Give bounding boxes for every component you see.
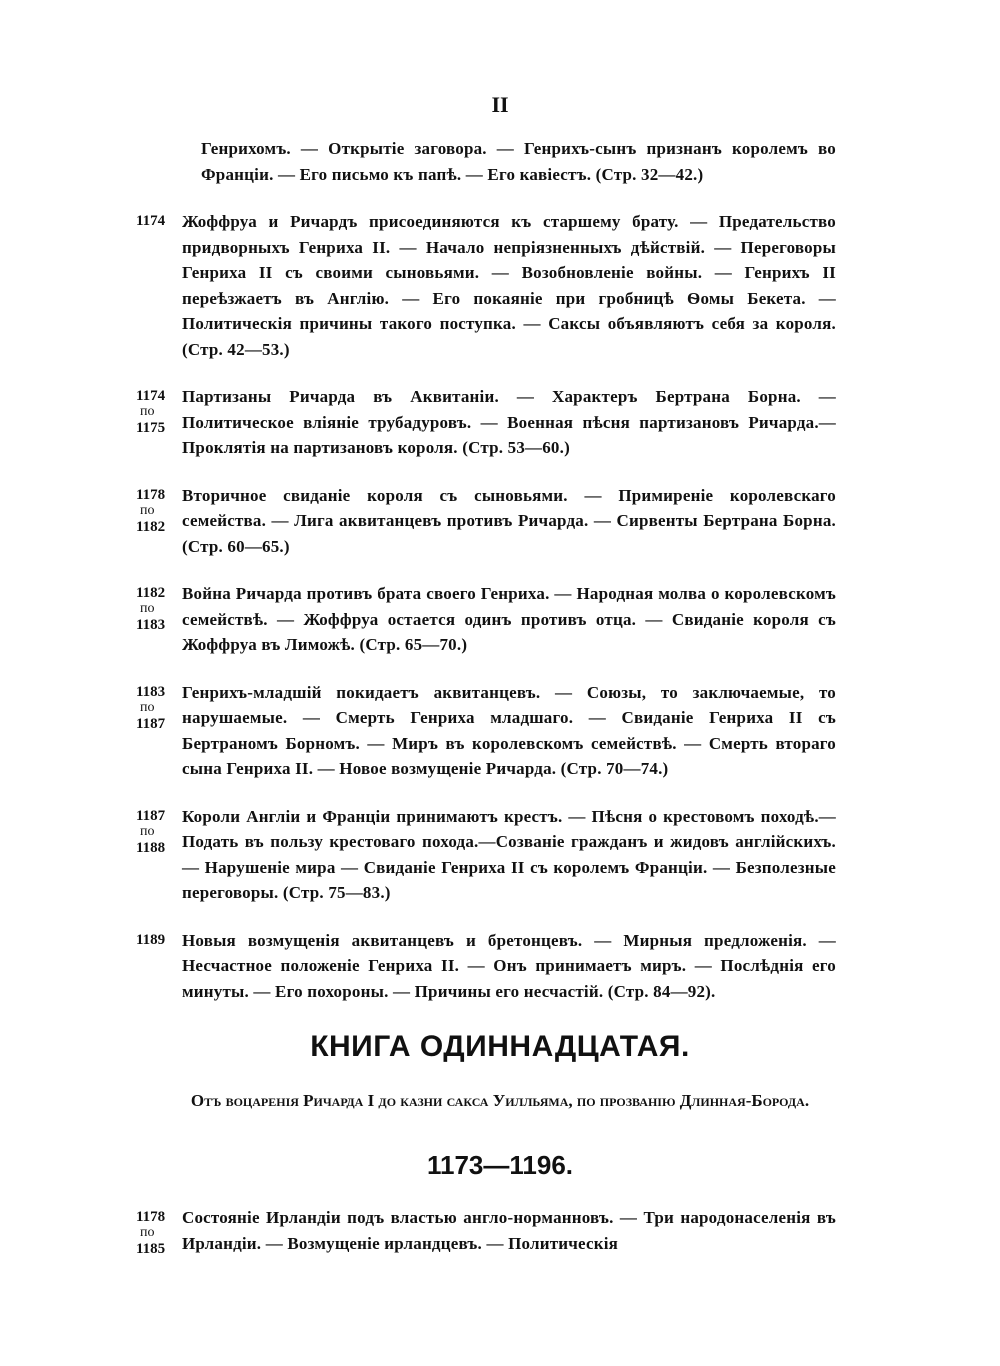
entry-years xyxy=(136,680,182,782)
year-end: 1182 xyxy=(136,518,166,535)
year-start: 1189 xyxy=(136,931,166,948)
contents-list xyxy=(136,1205,836,1279)
entry-years xyxy=(136,483,182,560)
entry-years xyxy=(136,804,182,906)
year-end: 1188 xyxy=(136,839,166,856)
entry-text: Состояніе Ирландіи подъ властью англо-норманновъ. — Три народонаселенія въ Ирландіи. — Возмущеніе ирландцевъ. — Политическія xyxy=(182,1208,836,1253)
entry-text: Вторичное свиданіе короля съ сыновьями. — Примиреніе королевскаго семейства. — Лига аквитанцевъ противъ Ричарда. — Сирвенты Бертрана Борна. (Стр. 60—65.) xyxy=(182,485,836,556)
year-start: 1182 xyxy=(136,585,166,601)
year-end: 1187 xyxy=(136,715,166,732)
entry-years xyxy=(136,928,182,1005)
entry-years xyxy=(136,1205,182,1257)
entry-text: Война Ричарда противъ брата своего Генриха. — Народная молва о королевскомъ семействѣ. — Жоффруа остается одинъ противъ отца. — Свиданіе короля съ Жоффруа въ Лиможѣ. (Стр. 65—70.) xyxy=(182,584,836,654)
entry-years xyxy=(136,581,182,658)
page-number: II xyxy=(491,92,509,117)
year-separator: по xyxy=(140,699,155,715)
entry-text: Жоффруа и Ричардъ присоединяются къ старшему брату. — Предательство придворныхъ Генриха II. — Начало непріязненныхъ дѣйствій. — Переговоры Генриха II съ своими сыновьями. — Возобновленіе войны. — Генрихъ II переѣзжаетъ въ Англію. — Его покаяніе при гробницѣ Ѳомы Бекета. — Политическія причины такого поступка. — Саксы объявляютъ себя за короля. (Стр. 42—53.) xyxy=(182,212,836,359)
contents-entry xyxy=(136,483,836,560)
contents-entry xyxy=(136,680,836,782)
year-end: 1185 xyxy=(136,1241,166,1257)
entry-text: Новыя возмущенія аквитанцевъ и бретонцевъ. — Мирныя предложенія. — Несчастное положеніе Генриха II. — Онъ принимаетъ миръ. — Послѣднія его минуты. — Его похороны. — Причины его несчастій. (Стр. 84—92). xyxy=(182,930,836,1001)
contents-entry xyxy=(136,1205,836,1257)
year-end: 1175 xyxy=(136,420,166,436)
entry-years xyxy=(136,384,182,461)
year-separator: по xyxy=(140,404,155,419)
year-start: 1174 xyxy=(136,388,166,404)
contents-entry xyxy=(136,384,836,461)
contents-list xyxy=(136,136,836,1026)
year-start: 1187 xyxy=(136,807,166,824)
year-start: 1178 xyxy=(136,1209,166,1225)
year-separator: по xyxy=(140,601,155,616)
entry-text: Короли Англіи и Франціи принимаютъ крестъ. — Пѣсня о крестовомъ походѣ.—Подать въ пользу крестоваго похода.—Созваніе гражданъ и жидовъ англійскихъ. — Нарушеніе мира — Свиданіе Генриха II съ королемъ Франціи. — Безполезные переговоры. (Стр. 75—83.) xyxy=(182,806,836,902)
contents-entry xyxy=(136,928,836,1005)
entry-text: Генрихомъ. — Открытіе заговора. — Генрихъ-сынъ признанъ королемъ во Франціи. — Его письмо къ папѣ. — Его кавіестъ. (Стр. 32—42.) xyxy=(201,139,836,184)
contents-entry xyxy=(136,209,836,362)
contents-entry xyxy=(136,581,836,658)
year-separator: по xyxy=(140,1225,155,1240)
year-separator: по xyxy=(140,502,155,518)
year-start: 1178 xyxy=(136,486,166,503)
entry-text: Партизаны Ричарда въ Аквитаніи. — Характеръ Бертрана Борна. — Политическое вліяніе трубадуровъ. — Военная пѣсня партизановъ Ричарда.—Проклятія на партизановъ короля. (Стр. 53—60.) xyxy=(182,387,836,457)
year-separator: по xyxy=(140,823,155,839)
year-end: 1183 xyxy=(136,617,166,633)
book-title: КНИГА ОДИННАДЦАТАЯ. xyxy=(310,1030,690,1063)
contents-entry xyxy=(136,804,836,906)
book-subtitle: Отъ воцаренія Ричарда I до казни сакса Уилльяма, по прозванію Длинная-Борода. xyxy=(190,1091,810,1110)
contents-entry xyxy=(136,136,836,187)
year-start: 1174 xyxy=(136,213,166,229)
entry-years xyxy=(136,209,182,362)
year-start: 1183 xyxy=(136,683,166,700)
book-years: 1173—1196. xyxy=(426,1150,574,1180)
entry-text: Генрихъ-младшій покидаетъ аквитанцевъ. — Союзы, то заключаемые, то нарушаемые. — Смерть Генриха младшаго. — Свиданіе Генриха II съ Бертраномъ Борномъ. — Миръ въ королевскомъ семействѣ. — Смерть втораго сына Генриха II. — Новое возмущеніе Ричарда. (Стр. 70—74.) xyxy=(182,682,836,778)
